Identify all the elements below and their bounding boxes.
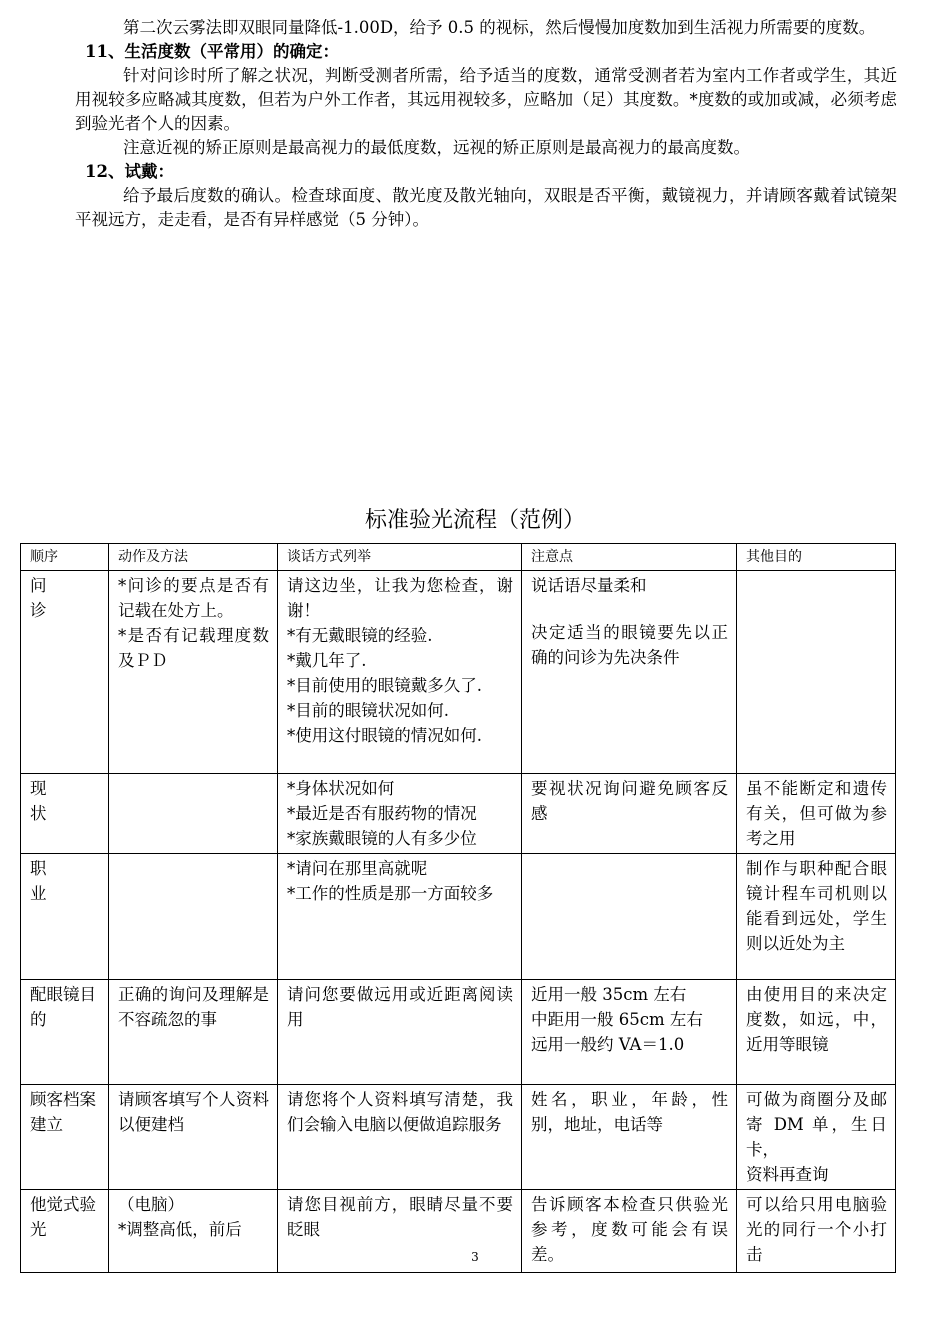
dialogue-cell <box>278 980 522 1085</box>
cell-line: 业 <box>30 884 47 903</box>
other-purpose-cell <box>737 980 896 1085</box>
intro-paragraph-1: 第二次云雾法即双眼同量降低-1.00D，给予 0.5 的视标，然后慢慢加度数加到生活视力所需要的度数。 <box>123 18 876 37</box>
page-title: 标准验光流程（范例） <box>364 508 585 533</box>
section-11-heading: 11、生活度数（平常用）的确定： <box>85 42 339 61</box>
cell-line: 可做为商圈分及邮寄 DM 单，生日卡， <box>746 1090 887 1159</box>
cell-line: *请问在那里高就呢 <box>287 859 428 878</box>
cell-line: 职 <box>30 859 47 878</box>
header-order: 顺序 <box>21 544 109 571</box>
cell-line: 请您目视前方，眼睛尽量不要眨眼 <box>287 1195 513 1239</box>
header-action: 动作及方法 <box>109 544 278 571</box>
cell-line: 远用一般约 VA＝1.0 <box>531 1035 685 1054</box>
cell-line: *使用这付眼镜的情况如何. <box>287 726 482 745</box>
dialogue-cell <box>278 854 522 980</box>
cell-line: 请顾客填写个人资料以便建档 <box>118 1090 269 1134</box>
cell-line: 由使用目的来决定度数，如远，中，近用等眼镜 <box>746 985 887 1054</box>
cell-line: 现 <box>30 779 47 798</box>
procedure-table <box>20 543 896 1273</box>
order-cell <box>21 1085 109 1190</box>
section-12-heading: 12、试戴： <box>85 162 174 181</box>
cell-line: 请问您要做远用或近距离阅读用 <box>287 985 513 1029</box>
other-purpose-cell <box>737 774 896 854</box>
notes-cell <box>522 571 737 774</box>
cell-line: 诊 <box>30 601 47 620</box>
cell-line: *问诊的要点是否有记载在处方上。 <box>118 576 269 620</box>
cell-line <box>531 598 728 620</box>
cell-line: 近用一般 35cm 左右 <box>531 985 687 1004</box>
notes-cell <box>522 854 737 980</box>
cell-line: 虽不能断定和遗传有关，但可做为参考之用 <box>746 779 887 848</box>
cell-line: *最近是否有服药物的情况 <box>287 804 477 823</box>
order-cell <box>21 854 109 980</box>
cell-line: *家族戴眼镜的人有多少位 <box>287 829 477 848</box>
dialogue-cell <box>278 1085 522 1190</box>
cell-line: 问 <box>30 576 47 595</box>
page-number: 3 <box>471 1250 479 1264</box>
cell-line: 告诉顾客本检查只供验光参考，度数可能会有误差。 <box>531 1195 728 1264</box>
intro-text <box>75 16 897 232</box>
cell-line: *是否有记载理度数及ＰＤ <box>118 626 269 670</box>
cell-line: 姓名，职业，年龄，性别，地址，电话等 <box>531 1090 728 1134</box>
order-cell <box>21 774 109 854</box>
cell-line: （电脑） <box>118 1195 184 1214</box>
header-notes: 注意点 <box>522 544 737 571</box>
cell-line: *目前使用的眼镜戴多久了. <box>287 676 482 695</box>
cell-line: 可以给只用电脑验光的同行一个小打击 <box>746 1195 887 1264</box>
table-row <box>21 774 896 854</box>
cell-line: *戴几年了. <box>287 651 367 670</box>
intro-paragraph-2: 针对问诊时所了解之状况，判断受测者所需，给予适当的度数，通常受测者若为室内工作者或学生，其近用视较多应略减其度数，但若为户外工作者，其远用视较多，应略加（足）其度数。*度数的或加或减，必须考虑到验光者个人的因素。 <box>75 66 897 133</box>
dialogue-cell <box>278 774 522 854</box>
cell-line: *调整高低，前后 <box>118 1220 242 1239</box>
other-purpose-cell <box>737 854 896 980</box>
cell-line: *目前的眼镜状况如何. <box>287 701 449 720</box>
header-dialogue: 谈话方式列举 <box>278 544 522 571</box>
action-cell <box>109 774 278 854</box>
table-header-row <box>21 544 896 571</box>
table-body <box>21 571 896 1273</box>
cell-line: *身体状况如何 <box>287 779 395 798</box>
cell-line: *有无戴眼镜的经验. <box>287 626 433 645</box>
cell-line: 他觉式验光 <box>30 1195 96 1239</box>
action-cell <box>109 980 278 1085</box>
notes-cell <box>522 774 737 854</box>
cell-line: 制作与职种配合眼镜计程车司机则以能看到远处，学生则以近处为主 <box>746 859 887 953</box>
table-row <box>21 1085 896 1190</box>
order-cell <box>21 980 109 1085</box>
cell-line: 正确的询问及理解是不容疏忽的事 <box>118 985 269 1029</box>
order-cell <box>21 571 109 774</box>
header-other-purpose: 其他目的 <box>737 544 896 571</box>
action-cell <box>109 854 278 980</box>
cell-line: 请这边坐，让我为您检查，谢谢！ <box>287 576 513 620</box>
cell-line: 状 <box>30 804 47 823</box>
cell-line: 说话语尽量柔和 <box>531 576 647 595</box>
other-purpose-cell <box>737 571 896 774</box>
table-row <box>21 854 896 980</box>
other-purpose-cell <box>737 1085 896 1190</box>
notes-cell <box>522 1085 737 1190</box>
cell-line: 顾客档案建立 <box>30 1090 96 1134</box>
cell-line: 要视状况询问避免顾客反感 <box>531 779 728 823</box>
cell-line: *工作的性质是那一方面较多 <box>287 884 494 903</box>
intro-paragraph-4: 给予最后度数的确认。检查球面度、散光度及散光轴向，双眼是否平衡，戴镜视力，并请顾客戴着试镜架平视远方，走走看，是否有异样感觉（5 分钟）。 <box>75 186 897 229</box>
action-cell <box>109 1085 278 1190</box>
intro-paragraph-3: 注意近视的矫正原则是最高视力的最低度数，远视的矫正原则是最高视力的最高度数。 <box>123 138 750 157</box>
table-row <box>21 571 896 774</box>
cell-line: 中距用一般 65cm 左右 <box>531 1010 703 1029</box>
cell-line: 决定适当的眼镜要先以正确的问诊为先决条件 <box>531 623 728 667</box>
cell-line: 配眼镜目的 <box>30 985 96 1029</box>
cell-line: 资料再查询 <box>746 1165 829 1184</box>
notes-cell <box>522 980 737 1085</box>
action-cell <box>109 571 278 774</box>
cell-line: 请您将个人资料填写清楚，我们会输入电脑以便做追踪服务 <box>287 1090 513 1134</box>
table-row <box>21 980 896 1085</box>
dialogue-cell <box>278 571 522 774</box>
